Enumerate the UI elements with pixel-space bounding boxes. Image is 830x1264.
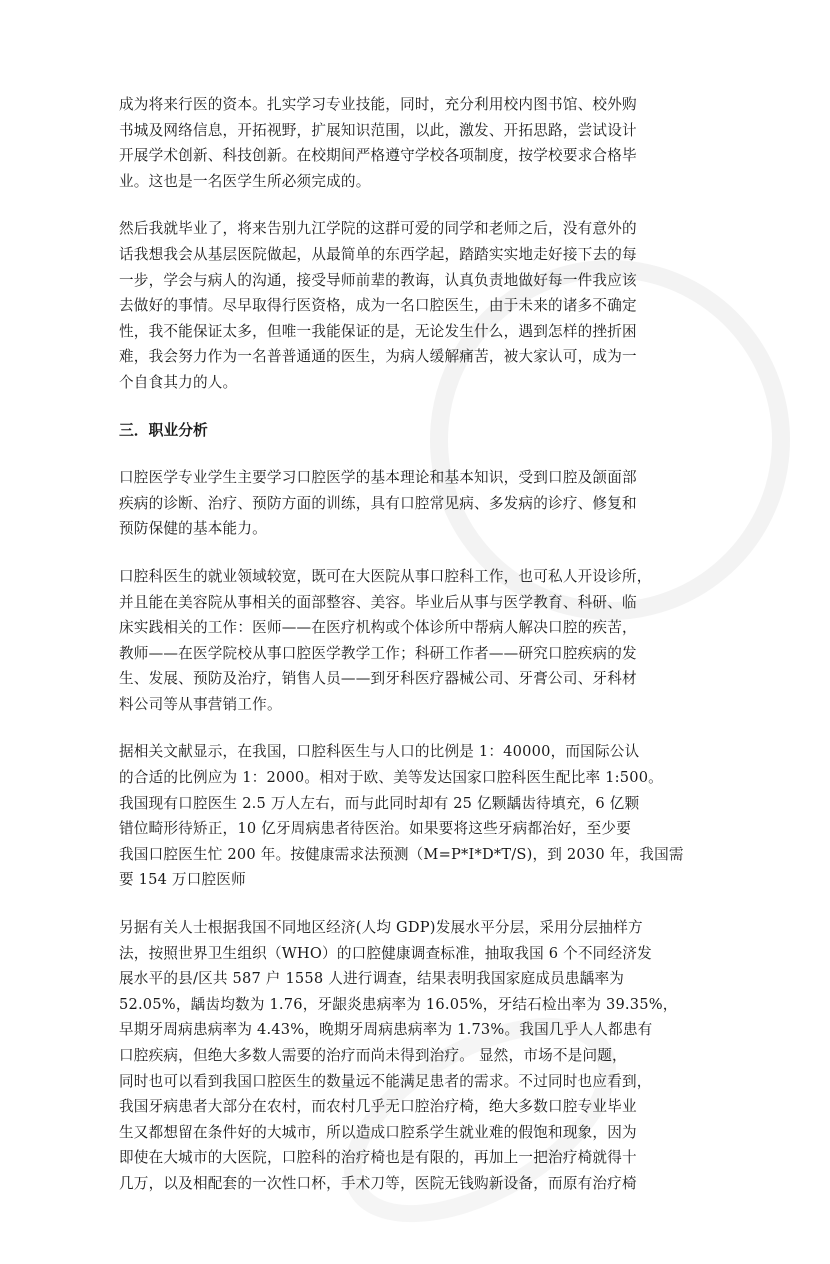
text-line: 我国牙病患者大部分在农村，而农村几乎无口腔治疗椅，绝大多数口腔专业毕业 (119, 1098, 637, 1116)
text-line: 口腔科医生的就业领域较宽，既可在大医院从事口腔科工作，也可私人开设诊所， (119, 567, 652, 585)
text-line: 生又都想留在条件好的大城市，所以造成口腔系学生就业难的假饱和现象，因为 (119, 1123, 637, 1141)
text-line: 业。这也是一名医学生所必须完成的。 (119, 172, 371, 190)
text-line: 法，按照世界卫生组织（WHO）的口腔健康调查标准，抽取我国 6 个不同经济发 (119, 944, 652, 962)
text-line: 个自食其力的人。 (119, 373, 238, 391)
text-line: 展水平的县/区共 587 户 1558 人进行调查，结果表明我国家庭成员患龋率为 (119, 970, 625, 988)
text-line: 即使在大城市的大医院，口腔科的治疗椅也是有限的，再加上一把治疗椅就得十 (119, 1149, 637, 1167)
text-line: 的合适的比例应为 1：2000。相对于欧、美等发达国家口腔科医生配比率 1:500。 (119, 769, 663, 787)
text-line: 口腔医学专业学生主要学习口腔医学的基本理论和基本知识，受到口腔及颌面部 (119, 469, 637, 487)
paragraph (119, 465, 715, 542)
paragraph (119, 915, 715, 1197)
text-line: 生、发展、预防及治疗，销售人员——到牙科医疗器械公司、牙膏公司、牙科材 (119, 670, 637, 688)
text-line: 性，我不能保证太多，但唯一我能保证的是，无论发生什么，遇到怎样的挫折困 (119, 322, 637, 340)
text-line: 口腔疾病，但绝大多数人需要的治疗而尚未得到治疗。 显然，市场不是问题， (119, 1047, 627, 1064)
text-line: 要 154 万口腔医师 (119, 871, 246, 889)
text-line: 我国口腔医生忙 200 年。按健康需求法预测（M=P*I*D*T/S)，到 2030 年，我国需 (119, 845, 684, 863)
text-line: 疾病的诊断、治疗、预防方面的训练，具有口腔常见病、多发病的诊疗、修复和 (119, 494, 637, 512)
text-line: 一步，学会与病人的沟通，接受导师前辈的教诲，认真负责地做好每一件我应该 (119, 271, 637, 289)
text-line: 同时也可以看到我国口腔医生的数量远不能满足患者的需求。不过同时也应看到， (119, 1072, 652, 1090)
document-body (119, 92, 715, 1219)
text-line: 开展学术创新、科技创新。在校期间严格遵守学校各项制度，按学校要求合格毕 (119, 147, 637, 165)
text-line: 错位畸形待矫正，10 亿牙周病患者待医治。如果要将这些牙病都治好，至少要 (119, 820, 632, 838)
text-line: 难，我会努力作为一名普普通通的医生，为病人缓解痛苦，被大家认可，成为一 (119, 348, 637, 366)
text-line: 成为将来行医的资本。扎实学习专业技能，同时，充分利用校内图书馆、校外购 (119, 96, 637, 113)
text-line: 然后我就毕业了，将来告别九江学院的这群可爱的同学和老师之后，没有意外的 (119, 220, 637, 238)
text-line: 教师——在医学院校从事口腔医学教学工作；科研工作者——研究口腔疾病的发 (119, 644, 637, 662)
text-line: 预防保健的基本能力。 (119, 520, 267, 538)
paragraph (119, 739, 715, 893)
text-line: 床实践相关的工作：医师——在医疗机构或个体诊所中帮病人解决口腔的疾苦， (119, 619, 637, 637)
text-line: 52.05%，龋齿均数为 1.76，牙龈炎患病率为 16.05%，牙结石检出率为 39.35%， (119, 995, 678, 1013)
text-line: 据相关文献显示，在我国，口腔科医生与人口的比例是 1：40000，而国际公认 (119, 743, 640, 761)
text-line: 书城及网络信息，开拓视野，扩展知识范围，以此，激发、开拓思路，尝试设计 (119, 121, 637, 139)
text-line: 我国现有口腔医生 2.5 万人左右，而与此同时却有 25 亿颗龋齿待填充，6 亿颗 (119, 794, 640, 812)
section-heading: 三．职业分析 (119, 421, 208, 439)
text-line: 料公司等从事营销工作。 (119, 695, 282, 713)
paragraph (119, 564, 715, 718)
text-line: 话我想我会从基层医院做起，从最简单的东西学起，踏踏实实地走好接下去的每 (119, 245, 637, 263)
text-line: 另据有关人士根据我国不同地区经济(人均 GDP)发展水平分层，采用分层抽样方 (119, 919, 643, 937)
paragraph (119, 216, 715, 395)
text-line: 早期牙周病患病率为 4.43%，晚期牙周病患病率为 1.73%。我国几乎人人都患有 (119, 1021, 653, 1039)
paragraphs-bottom (119, 465, 715, 1196)
paragraphs-top (119, 92, 715, 396)
text-line: 去做好的事情。尽早取得行医资格，成为一名口腔医生，由于未来的诸多不确定 (119, 297, 637, 315)
text-line: 几万，以及相配套的一次性口杯，手术刀等，医院无钱购新设备，而原有治疗椅 (119, 1174, 637, 1192)
text-line: 并且能在美容院从事相关的面部整容、美容。毕业后从事与医学教育、科研、临 (119, 593, 637, 611)
paragraph (119, 92, 715, 194)
